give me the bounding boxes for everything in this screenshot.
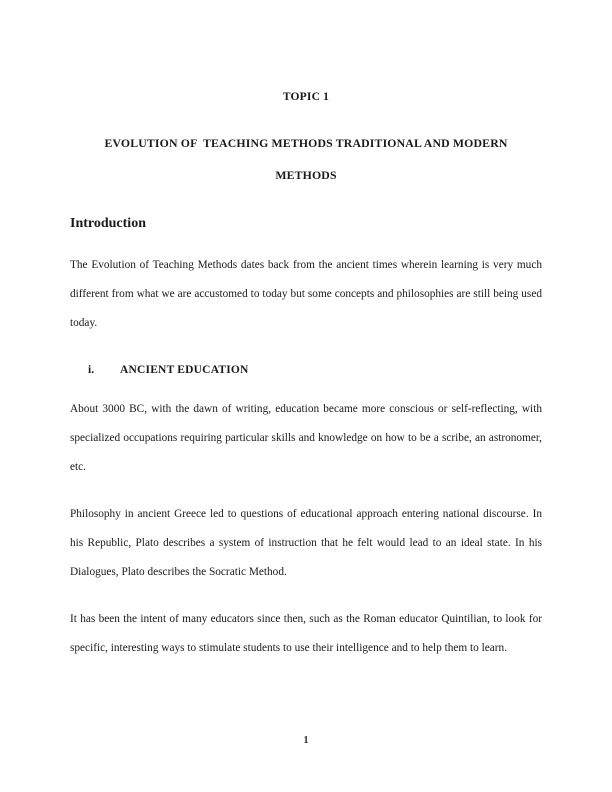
list-item [70,365,542,377]
title-block [70,92,542,181]
list-item-marker: i. [88,364,95,377]
document-body [70,0,542,663]
page-footer [0,730,612,748]
body-paragraph-1: About 3000 BC, with the dawn of writing, education became more conscious or self-reflecting, with specialized occupations requiring particular skills and knowledge on how to be a scribe, an astronomer, etc. [70,402,542,473]
page-number: 1 [303,735,309,746]
section-heading-introduction: Introduction [70,216,146,232]
topic-label: TOPIC 1 [282,91,330,103]
body-paragraph-3: It has been the intent of many educators since then, such as the Roman educator Quintilian, to look for specific, interesting ways to stimulate students to use their intelligence and to help them to learn. [70,612,542,654]
document-title-line-1: EVOLUTION OF TEACHING METHODS TRADITIONAL AND MODERN [104,135,508,150]
document-title-line-2: METHODS [275,167,337,182]
list-item-label: ANCIENT EDUCATION [120,364,249,377]
intro-paragraph: The Evolution of Teaching Methods dates back from the ancient times wherein learning is very much different from what we are accustomed to today but some concepts and philosophies are still being used today. [70,259,542,330]
body-paragraph-2: Philosophy in ancient Greece led to questions of educational approach entering national discourse. In his Republic, Plato describes a system of instruction that he felt would lead to an ideal state. In his Dialogues, Plato describes the Socratic Method. [70,507,542,578]
